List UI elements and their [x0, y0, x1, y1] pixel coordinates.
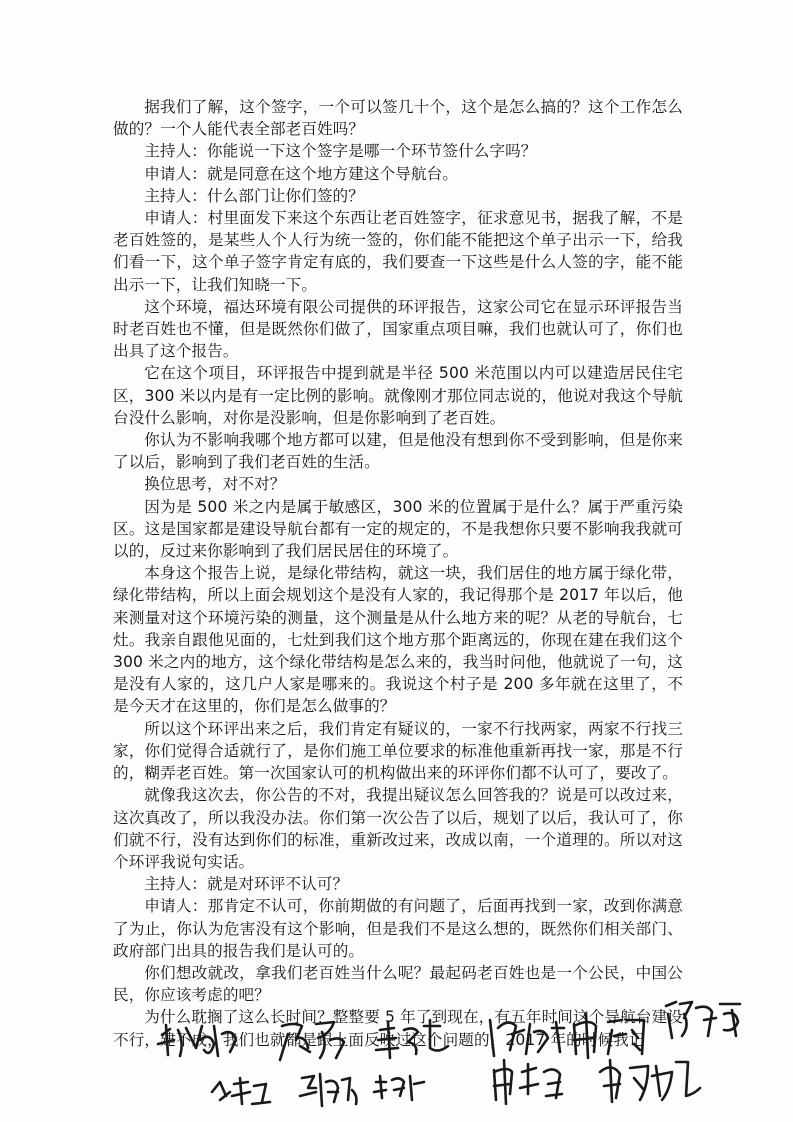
paragraph: 就像我这次去，你公告的不对，我提出疑议怎么回答我的？说是可以改过来，这次真改了，所以我没办法。你们第一次公告了以后，规划了以后，我认可了，你们就不行，没有达到你们的标准，重新改过来，改成以南，一个道理的。所以对这个环评我说句实话。: [113, 786, 683, 871]
paragraph: 为什么耽搁了这么长时间？整整要 5 年了到现在，有五年时间这个导航台建设不行，建不成，我们也就都是跟上面反映过这个问题的，2017 年的时候我记: [113, 1008, 683, 1049]
paragraph: 你认为不影响我哪个地方都可以建，但是他没有想到你不受到影响，但是你来了以后，影响到了我们老百姓的生活。: [113, 431, 683, 472]
paragraph-host: 主持人：什么部门让你们签的？: [144, 186, 364, 205]
paragraph: 据我们了解，这个签字，一个可以签几十个，这个是怎么搞的？这个工作怎么做的？一个人能代表全部老百姓吗？: [113, 98, 683, 139]
paragraph: 换位思考，对不对？: [144, 475, 286, 494]
paragraph-applicant: 申请人：就是同意在这个地方建这个导航台。: [144, 164, 459, 183]
paragraph: 本身这个报告上说，是绿化带结构，就这一块，我们居住的地方属于绿化带，绿化带结构，所以上面会规划这个是没有人家的，我记得那个是 2017 年以后，他来测量对这个环境污染的测量，这个测量是从什么地方来的呢？从老的导航台，七灶。我亲自跟他见面的，七灶到我们这个地方那个距离远的，你现在建在我们这个 300 米之内的地方，这个绿化带结构是怎么来的，我当时问他，他就说了一句，这是没有人家的，这几户人家是哪来的。我说这个村子是 200 多年就在这里了，不是今天才在这里的，你们是怎么做事的？: [113, 564, 683, 716]
signature-10: [494, 1060, 562, 1104]
signature-4: [490, 1020, 564, 1056]
paragraph: 所以这个环评出来之后，我们肯定有疑议的，一家不行找两家，两家不行找三家，你们觉得合适就行了，是你们施工单位要求的标准他重新再找一家，那是不行的，糊弄老百姓。第一次国家认可的机构做出来的环评你们都不认可了，要改了。: [113, 719, 683, 783]
signature-6: [666, 1002, 740, 1038]
signature-2: [280, 1022, 344, 1060]
paragraph-host: 主持人：你能说一下这个签字是哪一个环节签什么字吗？: [144, 142, 537, 161]
signature-5: [574, 1014, 644, 1058]
signature-7: [212, 1078, 270, 1104]
paragraph: 它在这个项目，环评报告中提到就是半径 500 米范围以内可以建造居民住宅区，300 米以内是有一定比例的影响。就像刚才那位同志说的，他说对我这个导航台没什么影响，对你是没影响，但是你影响到了老百姓。: [113, 364, 683, 427]
signature-1: [158, 1025, 236, 1056]
signature-3: [376, 1020, 448, 1058]
paragraph: 你们想改就改，拿我们老百姓当什么呢？最起码老百姓也是一个公民，中国公民，你应该考虑的吧？: [113, 963, 683, 1005]
paragraph: 因为是 500 米之内是属于敏感区，300 米的位置属于是什么？属于严重污染区。这是国家都是建设导航台都有一定的规定的，不是我想你只要不影响我我就可以的，反过来你影响到了我们居民居住的环境了。: [113, 497, 683, 561]
signature-8: [300, 1074, 357, 1106]
paragraph: 这个环境，福达环境有限公司提供的环评报告，这家公司它在显示环评报告当时老百姓也不懂，但是既然你们做了，国家重点项目嘛，我们也就认可了，你们也出具了这个报告。: [113, 297, 683, 361]
signature-11: [600, 1060, 700, 1102]
paragraph-host: 主持人：就是对环评不认可？: [144, 875, 349, 894]
signature-9: [374, 1076, 424, 1100]
paragraph-applicant: 申请人：那肯定不认可，你前期做的有问题了，后面再找到一家，改到你满意了为止，你认为危害没有这个影响，但是我们不是这么想的，既然你们相关部门、政府部门出具的报告我们是认可的。: [113, 897, 683, 960]
paragraph-applicant: 申请人：村里面发下来这个东西让老百姓签字，征求意见书，据我了解，不是老百姓签的，是某些人个人行为统一签的，你们能不能把这个单子出示一下，给我们看一下，这个单子签字肯定有底的，我们要查一下这些是什么人签的字，能不能出示一下，让我们知晓一下。: [113, 209, 683, 294]
